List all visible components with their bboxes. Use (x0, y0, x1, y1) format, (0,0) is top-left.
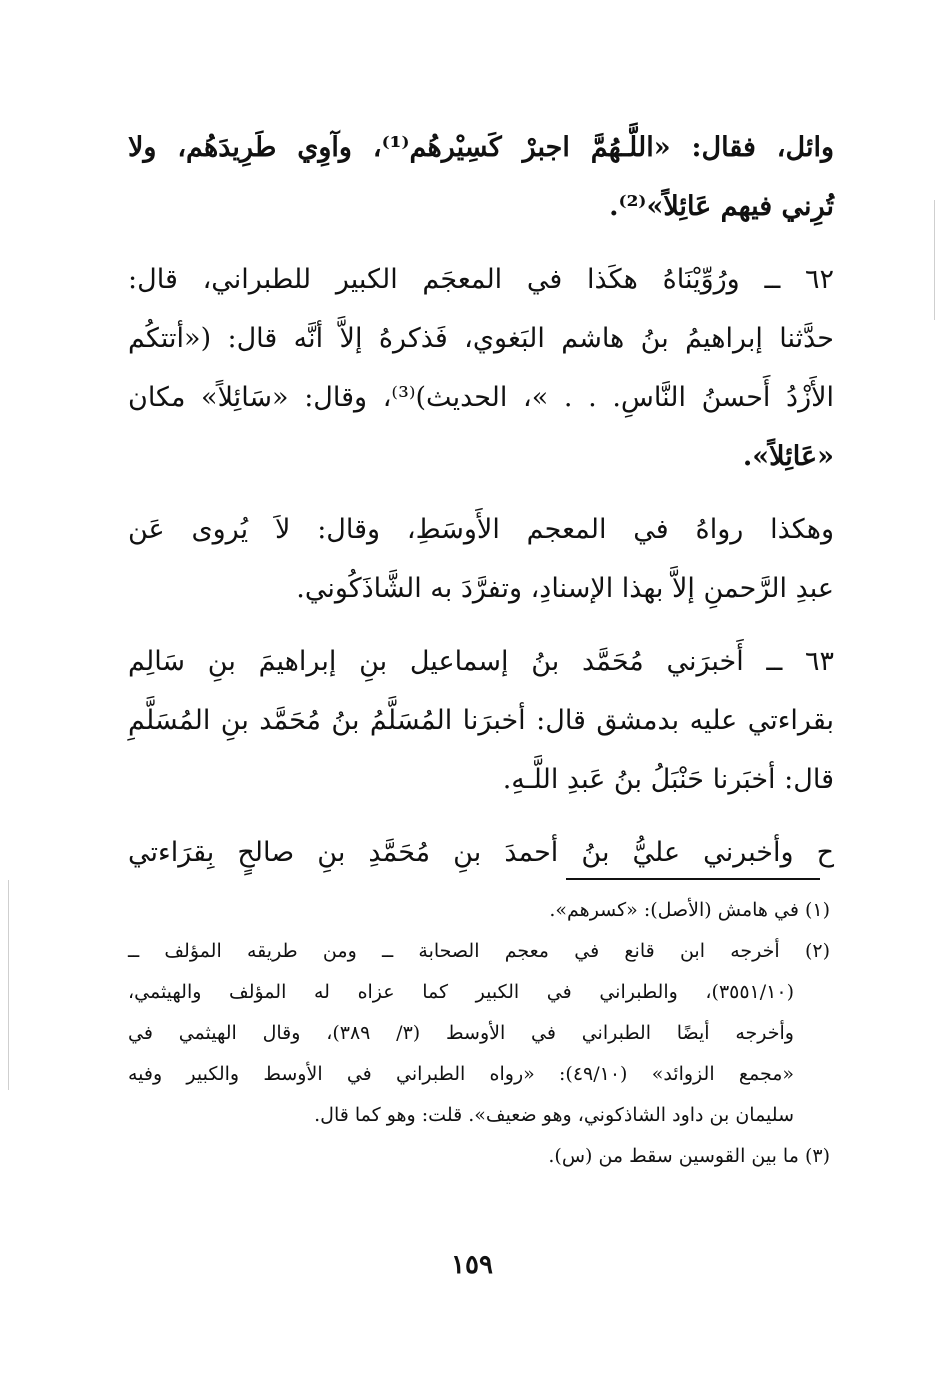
paragraph-1-line-2: تُرِني فيهم عَائِلاً»⁽²⁾. (609, 191, 834, 222)
paragraph-3-line-2: عبدِ الرَّحمنِ إلاَّ بهذا الإسنادِ، وتفرَّدَ به الشَّاذَكُوني. (296, 573, 834, 604)
paragraph-4-line-1: ٦٣ ــ أَخبرَني مُحَمَّد بنُ إسماعيل بنِ إبراهيمَ بنِ سَالِم (128, 646, 834, 677)
paragraph-5 (128, 823, 834, 882)
footnote-separator (566, 878, 820, 880)
footnote-3 (128, 1136, 830, 1177)
paragraph-4-line-2: بقراءتي عليه بدمشق قال: أخبرَنا المُسَلَّمُ بنُ مُحَمَّد بنِ المُسَلَّمِ (128, 705, 834, 736)
footnote-2-line-3: وأخرجه أيضًا الطبراني في الأوسط (٣/ ٣٨٩)، وقال الهيثمي في (128, 1022, 794, 1044)
paragraph-1-line-1: وائل، فقال: «اللَّـهُمَّ اجبرْ كَسِيْرهُم⁽¹⁾، وآوِي طَرِيدَهُم، ولا (128, 132, 835, 163)
paragraph-4 (128, 632, 834, 809)
paragraph-3-line-1: وهكذا رواهُ في المعجم الأَوسَطِ، وقال: لاَ يُروى عَن (128, 514, 834, 545)
paragraph-3 (128, 500, 834, 618)
main-text (128, 118, 834, 896)
footnote-2-line-5: سليمان بن داود الشاذكوني، وهو ضعيف». قلت: وهو كما قال. (314, 1104, 794, 1126)
paragraph-2 (128, 250, 834, 486)
footnote-1-text: (١) في هامش (الأصل): «كسرهم». (549, 899, 830, 921)
paragraph-4-line-3: قال: أخبَرنا حَنْبَلُ بنُ عَبدِ اللَّـهِ. (502, 764, 834, 795)
page-number: ١٥٩ (451, 1250, 493, 1280)
paragraph-5-line-1: ح وأخبرني عليُّ بنُ أحمدَ بنِ مُحَمَّدِ بنِ صالحٍ بِقرَاءتي (128, 837, 834, 868)
paragraph-2-line-4: «عَائِلاً». (742, 441, 834, 472)
left-edge-mark (8, 880, 9, 1090)
right-edge-mark (934, 200, 935, 320)
footnote-3-text: (٣) ما بين القوسين سقط من (س). (548, 1145, 830, 1167)
footnote-2 (128, 931, 830, 1136)
paragraph-1 (128, 118, 834, 236)
paragraph-2-line-3: الأَزْدُ أَحسنُ النَّاسِ. . . »، الحديث)⁽³⁾، وقال: «سَائِلاً» مكان (128, 382, 835, 413)
paragraph-2-line-1: ٦٢ ــ ورُوِّيْنَاهُ هكَذا في المعجَم الكبير للطبراني، قال: (128, 264, 834, 295)
footnotes (128, 890, 830, 1177)
footnote-2-line-2: (٣٥٥١/١٠)، والطبراني في الكبير كما عزاه له المؤلف والهيثمي، (128, 981, 794, 1003)
footnote-2-line-4: «مجمع الزوائد» (٤٩/١٠): «رواه الطبراني في الأوسط والكبير وفيه (128, 1063, 795, 1085)
footnote-2-line-1: (٢) أخرجه ابن قانع في معجم الصحابة ــ ومن طريقه المؤلف ــ (128, 940, 830, 962)
paragraph-2-line-2: حدَّثنا إبراهيمُ بنُ هاشم البَغوي، فَذكرهُ إلاَّ أنَّه قال: («أتتكُم (128, 323, 834, 354)
footnote-1 (128, 890, 830, 931)
